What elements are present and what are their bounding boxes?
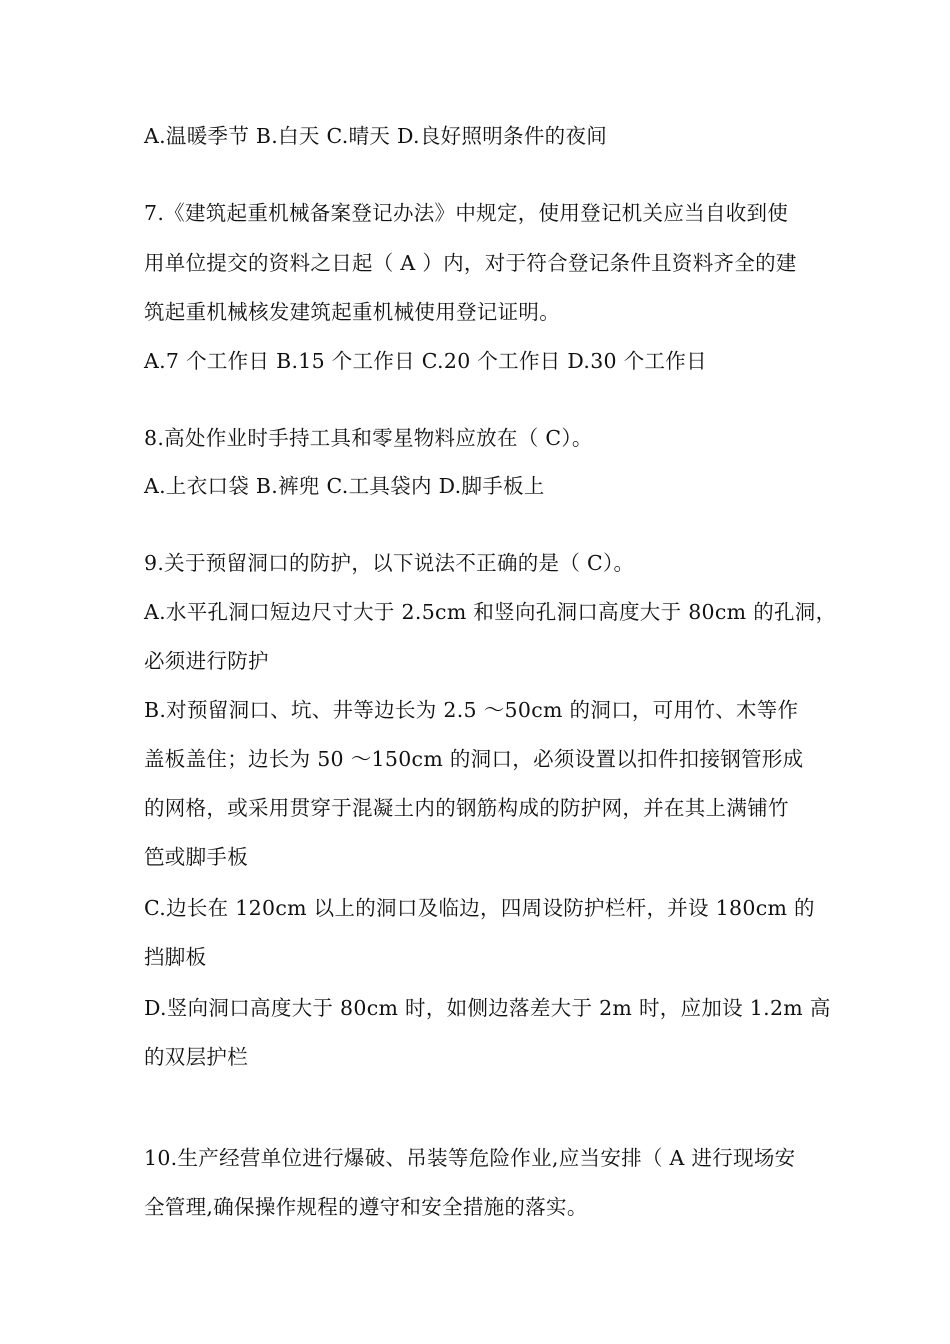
q9-option-d-line-1: D.竖向洞口高度大于 80cm 时，如侧边落差大于 2m 时，应加设 1.2m 高 xyxy=(144,996,831,1020)
q9-option-c-line-1: C.边长在 120cm 以上的洞口及临边，四周设防护栏杆，并设 180cm 的 xyxy=(144,896,815,920)
q10-stem-line-2: 全管理,确保操作规程的遵守和安全措施的落实。 xyxy=(144,1195,588,1219)
q8-options: A.上衣口袋 B.裤兜 C.工具袋内 D.脚手板上 xyxy=(144,474,545,498)
q9-option-b-line-1: B.对预留洞口、坑、井等边长为 2.5 ～50cm 的洞口，可用竹、木等作 xyxy=(144,698,799,722)
q9-option-c-line-2: 挡脚板 xyxy=(144,945,207,969)
q9-option-b-line-3: 的网格，或采用贯穿于混凝土内的钢筋构成的防护网，并在其上满铺竹 xyxy=(144,796,789,820)
q7-stem-line-2: 用单位提交的资料之日起（ A ）内，对于符合登记条件且资料齐全的建 xyxy=(144,251,797,275)
q9-option-b-line-4: 笆或脚手板 xyxy=(144,845,248,869)
q9-option-b-line-2: 盖板盖住；边长为 50 ～150cm 的洞口，必须设置以扣件扣接钢管形成 xyxy=(144,747,804,771)
q7-stem-line-3: 筑起重机械核发建筑起重机械使用登记证明。 xyxy=(144,300,560,324)
q9-option-d-line-2: 的双层护栏 xyxy=(144,1045,248,1069)
q7-stem-line-1: 7.《建筑起重机械备案登记办法》中规定，使用登记机关应当自收到使 xyxy=(144,201,789,225)
q6-options: A.温暖季节 B.白天 C.晴天 D.良好照明条件的夜间 xyxy=(144,124,608,148)
q7-options: A.7 个工作日 B.15 个工作日 C.20 个工作日 D.30 个工作日 xyxy=(144,349,707,373)
q9-option-a-line-2: 必须进行防护 xyxy=(144,649,269,673)
q10-stem-line-1: 10.生产经营单位进行爆破、吊装等危险作业,应当安排（ A 进行现场安 xyxy=(144,1146,796,1170)
q9-option-a-line-1: A.水平孔洞口短边尺寸大于 2.5cm 和竖向孔洞口高度大于 80cm 的孔洞， xyxy=(144,600,837,624)
q9-stem: 9.关于预留洞口的防护，以下说法不正确的是（ C）。 xyxy=(144,551,635,575)
q8-stem: 8.高处作业时手持工具和零星物料应放在（ C）。 xyxy=(144,426,593,450)
